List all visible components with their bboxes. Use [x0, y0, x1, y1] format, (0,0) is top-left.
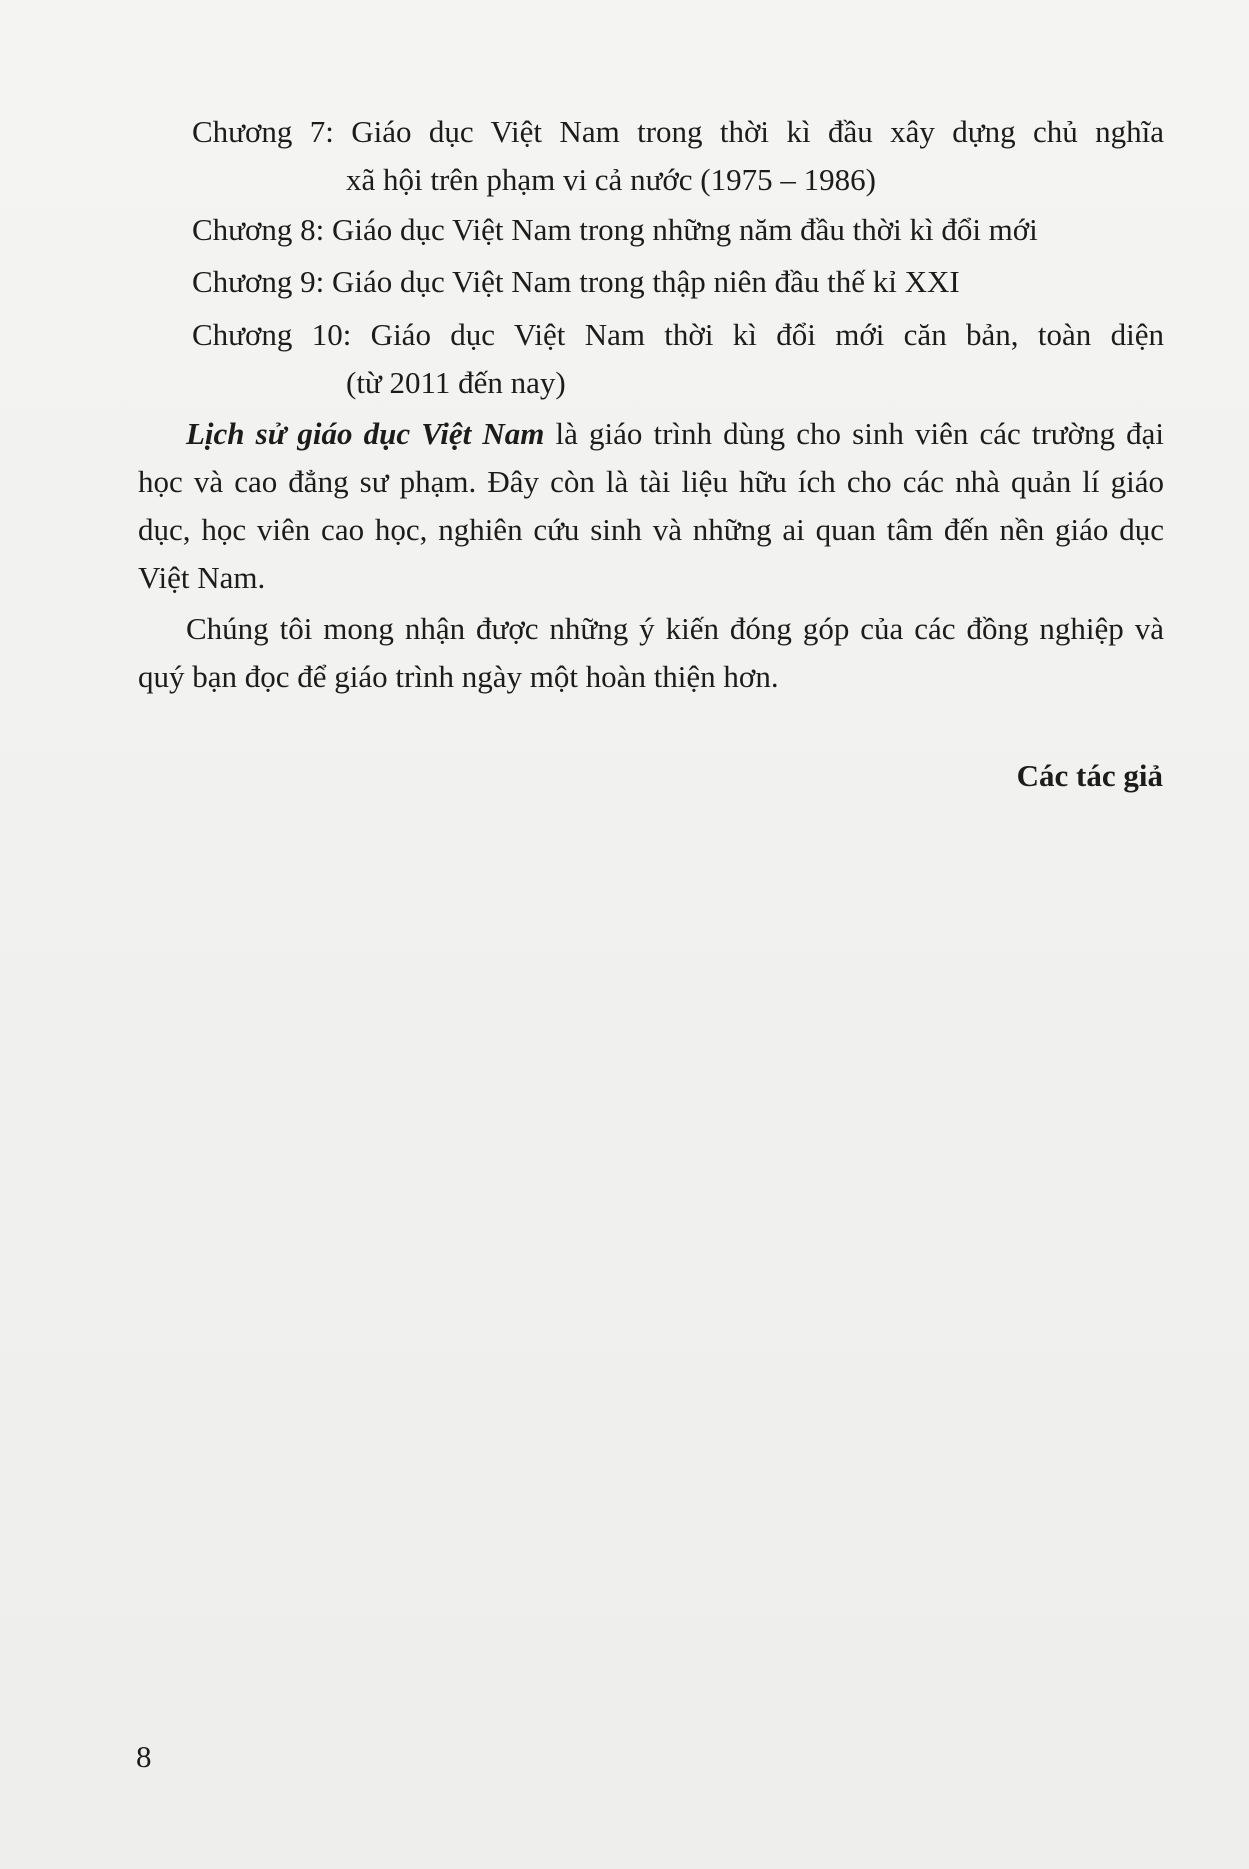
chapter-10-line-2: (từ 2011 đến nay)	[346, 365, 566, 400]
chapter-7-line-2: xã hội trên phạm vi cả nước (1975 – 1986)	[346, 162, 876, 197]
chapter-8-entry	[192, 206, 1164, 254]
chapter-7-line-1: Chương 7: Giáo dục Việt Nam trong thời kì đầu xây dựng chủ nghĩa	[192, 114, 1164, 149]
chapter-10-entry	[192, 311, 1164, 407]
feedback-paragraph: Chúng tôi mong nhận được những ý kiến đóng góp của các đồng nghiệp và quý bạn đọc để giáo trình ngày một hoàn thiện hơn.	[138, 611, 1164, 694]
page-number: 8	[136, 1739, 152, 1774]
chapter-9-line-1: Chương 9: Giáo dục Việt Nam trong thập niên đầu thế kỉ XXI	[192, 264, 960, 299]
chapter-9-entry	[192, 258, 1164, 306]
chapter-7-entry	[192, 108, 1164, 204]
book-title: Lịch sử giáo dục Việt Nam	[186, 416, 545, 451]
authors-signature: Các tác giả	[1016, 758, 1163, 793]
chapter-8-line-1: Chương 8: Giáo dục Việt Nam trong những năm đầu thời kì đổi mới	[192, 212, 1038, 247]
intro-paragraph	[138, 410, 1164, 602]
chapter-10-line-1: Chương 10: Giáo dục Việt Nam thời kì đổi mới căn bản, toàn diện	[192, 317, 1164, 352]
intro-paragraph-text: là giáo trình dùng cho sinh viên các trường đại học và cao đẳng sư phạm. Đây còn là tài liệu hữu ích cho các nhà quản lí giáo dục, học viên cao học, nghiên cứu sinh và những ai quan tâm đến nền giáo dục Việt Nam.	[138, 416, 1164, 595]
